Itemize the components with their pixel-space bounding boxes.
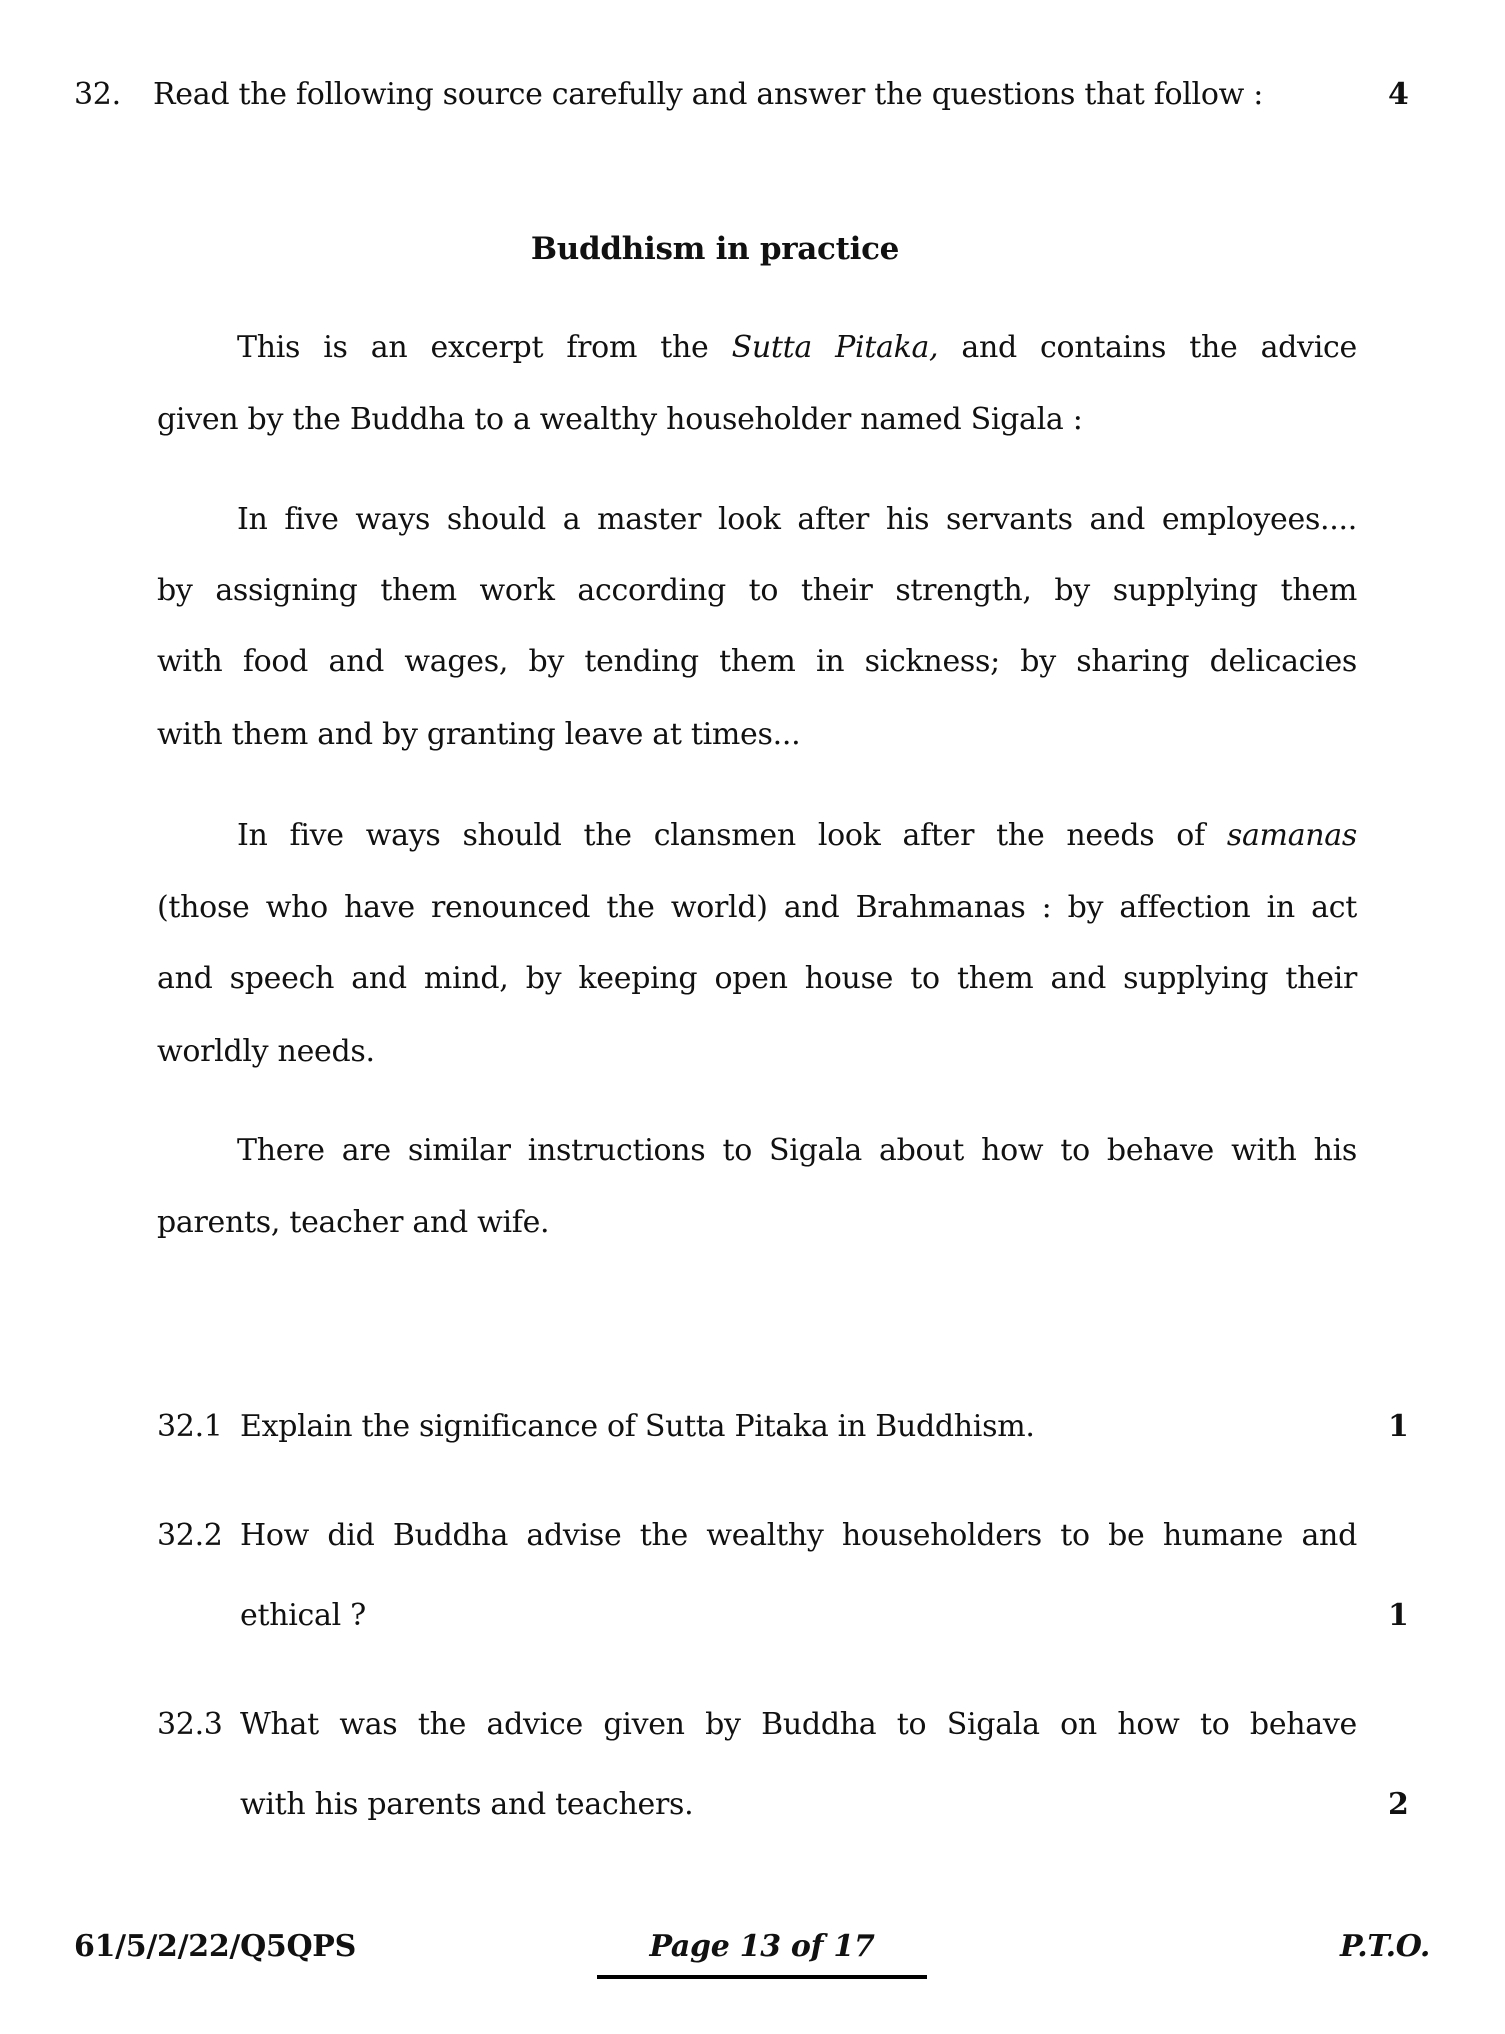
intro-line-2: given by the Buddha to a wealthy householder named Sigala : (157, 402, 1083, 437)
footer-pto: P.T.O. (1340, 1929, 1430, 1964)
subq-3-line-1: What was the advice given by Buddha to Sigala on how to behave (240, 1707, 1357, 1742)
para2-line-4: with them and by granting leave at times... (157, 717, 801, 752)
subq-2-line-2: ethical ? (240, 1598, 366, 1633)
subq-1-text: Explain the significance of Sutta Pitaka in Buddhism. (240, 1409, 1035, 1444)
subq-2-number: 32.2 (157, 1518, 223, 1553)
subq-1-number: 32.1 (157, 1409, 223, 1444)
question-number: 32. (74, 77, 121, 112)
subq-3-number: 32.3 (157, 1707, 223, 1742)
para2-line-2: by assigning them work according to their strength, by supplying them (157, 573, 1357, 608)
footer-page-number: Page 13 of 17 (649, 1929, 875, 1964)
para2-line-1: In five ways should a master look after his servants and employees.... (237, 502, 1357, 537)
para4-line-1: There are similar instructions to Sigala about how to behave with his (237, 1133, 1357, 1168)
subq-2-line-1: How did Buddha advise the wealthy householders to be humane and (240, 1518, 1357, 1553)
para4-line-2: parents, teacher and wife. (157, 1205, 550, 1240)
para3-line-3: and speech and mind, by keeping open house to them and supplying their (157, 961, 1357, 996)
para2-line-3: with food and wages, by tending them in sickness; by sharing delicacies (157, 644, 1357, 679)
intro-line-1: This is an excerpt from the Sutta Pitaka, and contains the advice (237, 330, 1357, 365)
page-number-underline (597, 1975, 927, 1979)
question-prompt: Read the following source carefully and answer the questions that follow : (153, 77, 1264, 112)
source-title: Buddhism in practice (530, 231, 900, 267)
para3-line-2: (those who have renounced the world) and Brahmanas : by affection in act (157, 890, 1357, 925)
subq-2-marks: 1 (1388, 1598, 1409, 1633)
subq-1-marks: 1 (1388, 1409, 1409, 1444)
subq-3-line-2: with his parents and teachers. (240, 1787, 694, 1822)
footer-code: 61/5/2/22/Q5QPS (74, 1929, 356, 1964)
subq-3-marks: 2 (1388, 1787, 1409, 1822)
para3-line-4: worldly needs. (157, 1034, 375, 1069)
question-marks: 4 (1388, 77, 1409, 112)
para3-line-1: In five ways should the clansmen look after the needs of samanas (237, 818, 1357, 853)
